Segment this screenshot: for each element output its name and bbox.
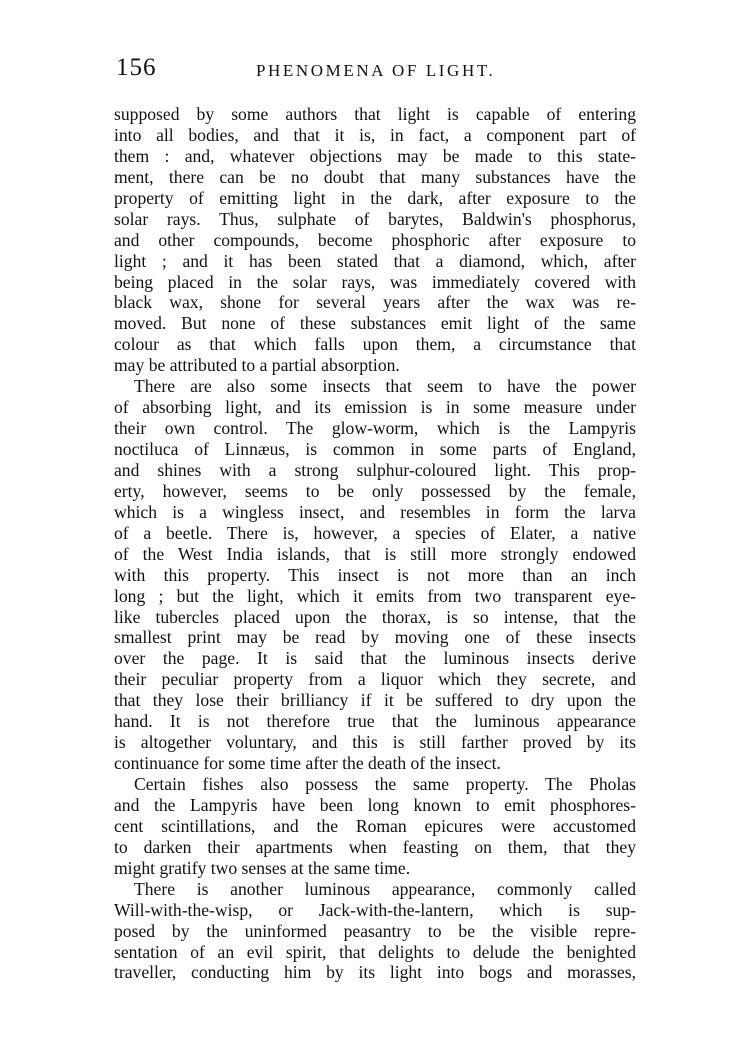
- text-line: might gratify two senses at the same time.: [114, 857, 411, 878]
- text-line: black wax, shone for several years after the wax was re-: [114, 292, 636, 313]
- body-text: [114, 104, 636, 983]
- text-line: their own control. The glow-worm, which is the Lampyris: [114, 418, 636, 439]
- text-line: Will-with-the-wisp, or Jack-with-the-lantern, which is sup-: [114, 899, 636, 920]
- text-line: and shines with a strong sulphur-coloured light. This prop-: [114, 459, 636, 480]
- text-line: ment, there can be no doubt that many substances have the: [114, 166, 636, 187]
- text-line: is altogether voluntary, and this is still farther proved by its: [114, 732, 636, 753]
- text-line: to darken their apartments when feasting on them, that they: [114, 836, 636, 857]
- paragraph-4: [114, 879, 636, 984]
- text-line: continuance for some time after the death of the insect.: [114, 753, 501, 774]
- text-line: that they lose their brilliancy if it be suffered to dry upon the: [114, 690, 636, 711]
- text-line: moved. But none of these substances emit light of the same: [114, 313, 636, 334]
- text-line: sentation of an evil spirit, that delights to delude the benighted: [114, 941, 636, 962]
- text-line: which is a wingless insect, and resembles in form the larva: [114, 501, 636, 522]
- text-line: noctiluca of Linnæus, is common in some parts of England,: [114, 439, 636, 459]
- text-line: like tubercles placed upon the thorax, is so intense, that the: [114, 606, 636, 627]
- text-line: being placed in the solar rays, was immediately covered with: [114, 271, 636, 292]
- text-line: and other compounds, become phosphoric after exposure to: [114, 229, 636, 250]
- text-line: of absorbing light, and its emission is in some measure under: [114, 397, 636, 418]
- text-line: of a beetle. There is, however, a species of Elater, a native: [114, 522, 636, 543]
- running-title: PHENOMENA OF LIGHT.: [256, 61, 496, 80]
- text-line: and the Lampyris have been long known to emit phosphores-: [114, 794, 636, 815]
- text-line: solar rays. Thus, sulphate of barytes, Baldwin's phosphorus,: [114, 208, 636, 229]
- text-line: may be attributed to a partial absorption.: [114, 355, 400, 376]
- text-line: traveller, conducting him by its light into bogs and morasses,: [114, 962, 636, 983]
- text-line: hand. It is not therefore true that the luminous appearance: [114, 711, 636, 732]
- paragraph-2: [114, 376, 636, 774]
- text-line: them : and, whatever objections may be made to this state-: [114, 145, 636, 166]
- text-line: Certain fishes also possess the same property. The Pholas: [134, 774, 636, 794]
- text-line: of the West India islands, that is still more strongly endowed: [114, 543, 636, 564]
- text-line: posed by the uninformed peasantry to be the visible repre-: [114, 920, 636, 941]
- text-line: property of emitting light in the dark, after exposure to the: [114, 187, 636, 208]
- text-line: colour as that which falls upon them, a circumstance that: [114, 334, 636, 355]
- text-line: over the page. It is said that the luminous insects derive: [114, 648, 636, 669]
- text-line: with this property. This insect is not more than an inch: [114, 564, 636, 585]
- text-line: long ; but the light, which it emits from two transparent eye-: [114, 585, 636, 606]
- text-line: There is another luminous appearance, commonly called: [134, 878, 636, 899]
- text-line: light ; and it has been stated that a diamond, which, after: [114, 250, 636, 271]
- page-number: 156: [116, 54, 157, 81]
- text-line: erty, however, seems to be only possessed by the female,: [114, 480, 636, 501]
- text-line: their peculiar property from a liquor which they secrete, and: [114, 669, 636, 690]
- text-line: smallest print may be read by moving one of these insects: [114, 627, 636, 648]
- text-line: supposed by some authors that light is capable of entering: [114, 104, 636, 124]
- text-line: cent scintillations, and the Roman epicures were accustomed: [114, 815, 636, 836]
- text-line: There are also some insects that seem to have the power: [134, 376, 636, 397]
- text-line: into all bodies, and that it is, in fact, a component part of: [114, 124, 636, 145]
- paragraph-1: [114, 104, 636, 376]
- paragraph-3: [114, 774, 636, 879]
